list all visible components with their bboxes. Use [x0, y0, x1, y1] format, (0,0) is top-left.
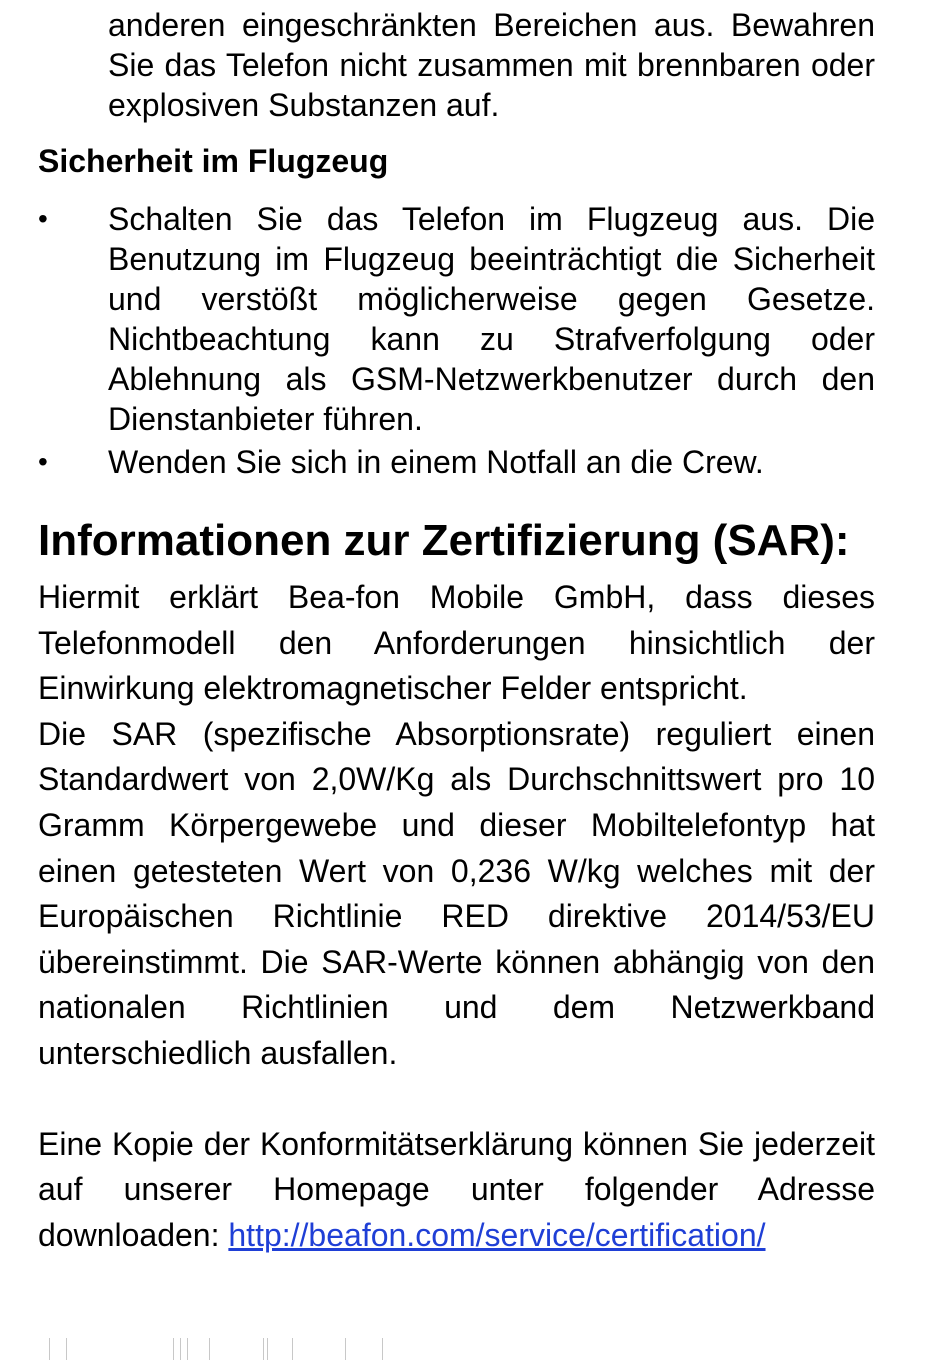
- sar-paragraph-declaration: Hiermit erklärt Bea-fon Mobile GmbH, dass dieses Telefonmodell den Anforderungen hinsichtlich der Einwirkung elektromagnetischer Felder entspricht.: [38, 579, 875, 707]
- list-item-text: Wenden Sie sich in einem Notfall an die Crew.: [108, 444, 764, 480]
- scan-mark: [187, 1338, 188, 1360]
- bullet-icon: •: [38, 203, 48, 234]
- scan-mark: [209, 1338, 210, 1360]
- scan-mark: [263, 1338, 264, 1360]
- flight-safety-heading: Sicherheit im Flugzeug: [38, 143, 389, 179]
- certification-link[interactable]: http://beafon.com/service/certification/: [228, 1216, 766, 1253]
- sar-paragraph-values: Die SAR (spezifische Absorptionsrate) reguliert einen Standardwert von 2,0W/Kg als Durchschnittswert pro 10 Gramm Körpergewebe und dieser Mobiltelefontyp hat einen getesteten Wert von 0,236 W/kg welches mit der Europäischen Richtlinie RED direktive 2014/53/EU übereinstimmt. Die SAR-Werte können abhängig von den nationalen Richtlinien und dem Netzwerkband unterschiedlich ausfallen.: [38, 715, 875, 1071]
- scan-mark: [66, 1338, 67, 1360]
- scan-mark: [292, 1338, 293, 1360]
- scan-mark: [180, 1338, 181, 1360]
- document-page: [38, 0, 875, 1258]
- scan-mark: [345, 1338, 346, 1360]
- conformity-text: Eine Kopie der Konformitätserklärung können Sie jederzeit auf unserer Homepage unter folgender Adresse downloaden:: [38, 1125, 875, 1253]
- footer-scan-marks: [45, 1338, 445, 1362]
- bullet-icon: •: [38, 446, 48, 477]
- scan-mark: [173, 1338, 174, 1360]
- sar-heading: Informationen zur Zertifizierung (SAR):: [38, 516, 850, 565]
- list-item-text: Schalten Sie das Telefon im Flugzeug aus. Die Benutzung im Flugzeug beeinträchtigt die Sicherheit und verstößt möglicherweise gegen Gesetze. Nichtbeachtung kann zu Strafverfolgung oder Ablehnung als GSM-Netzwerkbenutzer durch den Dienstanbieter führen.: [108, 201, 875, 437]
- scan-mark: [49, 1338, 50, 1360]
- list-item: [38, 442, 875, 482]
- conformity-paragraph: [38, 1122, 875, 1259]
- scan-mark: [267, 1338, 268, 1360]
- list-item: [38, 199, 875, 439]
- flight-safety-list: [38, 199, 875, 482]
- scan-mark: [382, 1338, 383, 1360]
- continued-paragraph: anderen eingeschränkten Bereichen aus. Bewahren Sie das Telefon nicht zusammen mit brennbaren oder explosiven Substanzen auf.: [108, 7, 875, 123]
